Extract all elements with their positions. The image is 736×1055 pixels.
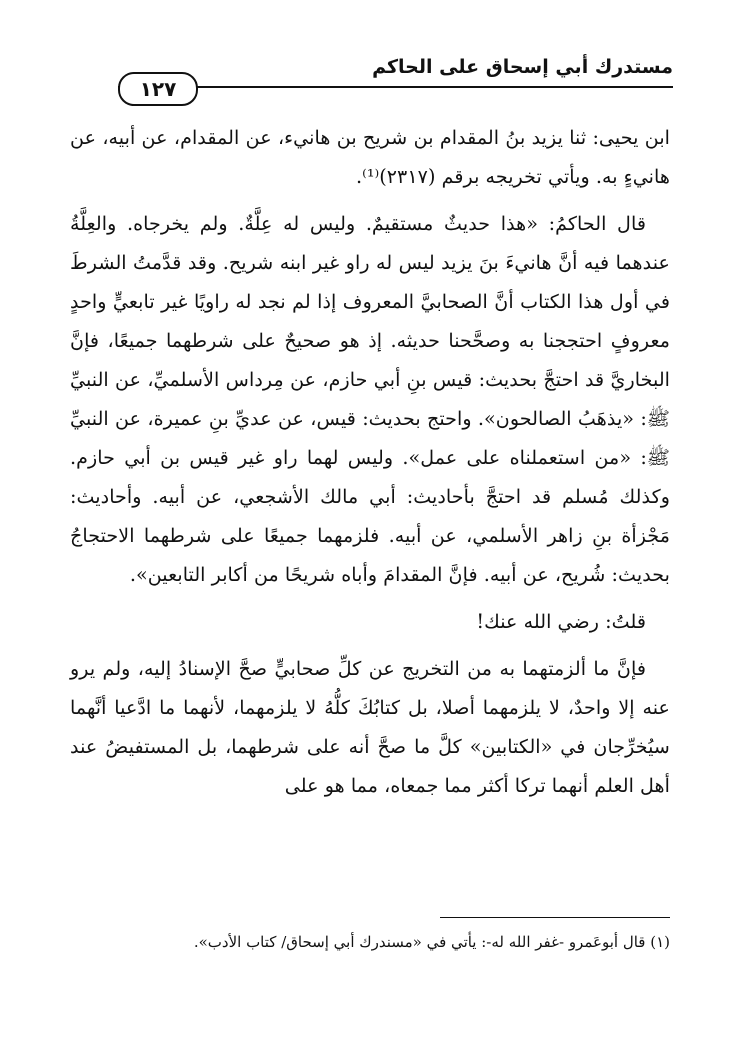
paragraph-1: ابن يحيى: ثنا يزيد بنُ المقدام بن شريح بن هانيء، عن المقدام، عن أبيه، عن هانيءٍ به. ويأتي تخريجه برقم (٢٣١٧)⁽¹⁾. <box>70 126 670 188</box>
main-text <box>70 118 670 813</box>
header-rule <box>118 86 673 88</box>
footnote: (١) قال أبوعَمرو -غفر الله له-: يأتي في «مسندرك أبي إسحاق/ كتاب الأدب». <box>193 933 670 951</box>
running-header <box>118 44 673 101</box>
paragraph-3: قلتُ: رضي الله عنك! <box>476 610 646 633</box>
header-title: مستدرك أبي إسحاق على الحاكم <box>372 56 673 78</box>
page-number: ١٢٧ <box>118 72 198 106</box>
paragraph-4: فإنَّ ما ألزمتهما به من التخريج عن كلِّ صحابيٍّ صحَّ الإسنادُ إليه، ولم يرو عنه إلا واحدٌ، لا يلزمهما أصلا، بل كتابُكَ كلُّهُ لا يلزمهما، لأنهما ما ادَّعيا أنَّهما سيُخرِّجان في «الكتابين» كلَّ ما صحَّ أنه على شرطهما، بل المستفيضُ عند أهل العلم أنهما تركا أكثر مما جمعاه، مما هو على <box>70 657 670 797</box>
footnote-rule <box>440 917 670 918</box>
paragraph-2: قال الحاكمُ: «هذا حديثٌ مستقيمٌ. وليس له عِلَّةٌ. ولم يخرجاه. والعِلَّةُ عندهما فيه أنَّ هانيءَ بنَ يزيد ليس له راو غير ابنه شريح. وقد قدَّمتُ الشرطَ في أول هذا الكتاب أنَّ الصحابيَّ المعروف إذا لم نجد له راويًا غير تابعيٍّ واحدٍ معروفٍ احتججنا به وصحَّحنا حديثه. إذ هو صحيحٌ على شرطهما جميعًا، فإنَّ البخاريَّ قد احتجَّ بحديث: قيس بنِ أبي حازم، عن مِرداس الأسلميِّ، عن النبيِّ ﷺ: «يذهَبُ الصالحون». واحتج بحديث: قيس، عن عديِّ بنِ عميرة، عن النبيِّ ﷺ: «من استعملناه على عمل». وليس لهما راو غير قيس بن أبي حازم. وكذلك مُسلم قد احتجَّ بأحاديث: أبي مالك الأشجعي، عن أبيه. وأحاديث: مَجْزأة بنِ زاهر الأسلمي، عن أبيه. فلزمهما جميعًا على شرطهما الاحتجاجُ بحديث: شُريح، عن أبيه. فإنَّ المقدامَ وأباه شريحًا من أكابر التابعين». <box>70 212 670 586</box>
